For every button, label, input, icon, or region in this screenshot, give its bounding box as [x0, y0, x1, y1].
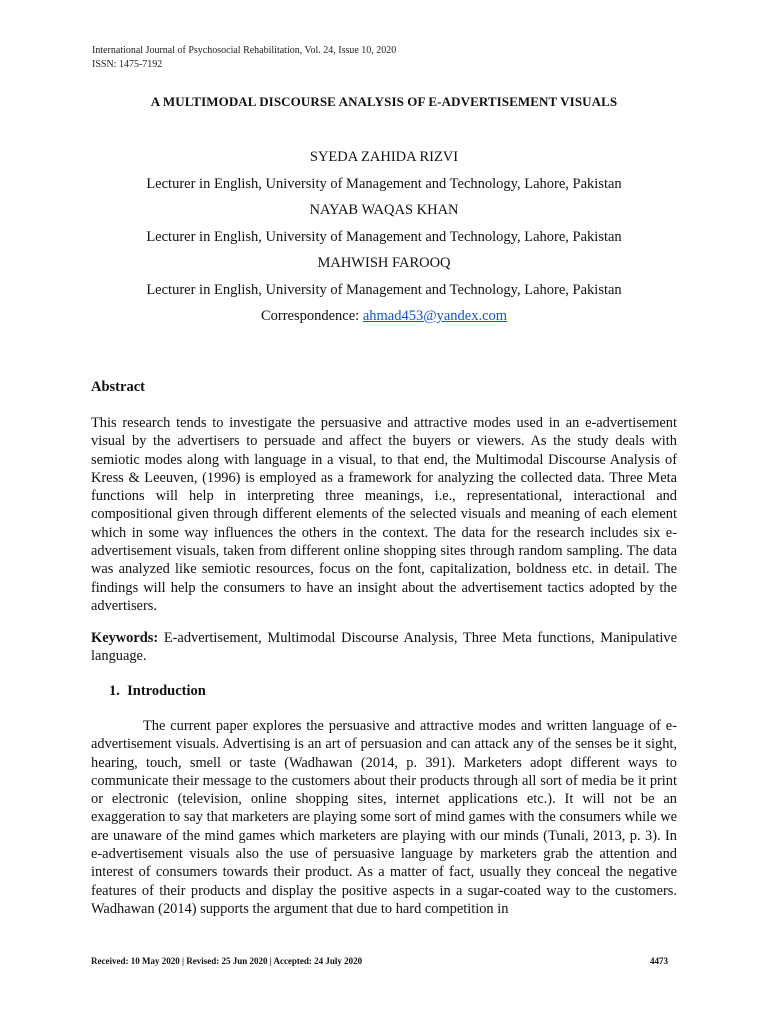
- issn-line: ISSN: 1475-7192: [92, 59, 163, 70]
- author-name: NAYAB WAQAS KHAN: [309, 202, 459, 218]
- introduction-text: The current paper explores the persuasive and attractive modes and written language of e-advertisement visuals. Advertising is an art of persuasion and can attack any of the senses be it sight, hearing, touch, smell or taste (Wadhawan (2014, p. 391). Marketers adopt different ways to communicate their message to the customers about their products through all sort of media be it print or electronic (television, online shopping sites, internet applications etc.). It will not be an exaggeration to say that marketers are playing some sort of mind games with the consumers while we are unaware of the mind games which marketers are playing with our minds (Tunali, 2013, p. 3). In e-advertisement visuals also the use of persuasive language by marketers grab the attention and interest of consumers towards their product. As a matter of fact, usually they conceal the negative features of their products and display the positive aspects in a sugar-coated way to the customers. Wadhawan (2014) supports the argument that due to hard competition in: [91, 718, 677, 917]
- keywords-paragraph: [91, 629, 677, 666]
- page-number: 4473: [650, 956, 668, 966]
- journal-header-line: International Journal of Psychosocial Rehabilitation, Vol. 24, Issue 10, 2020: [92, 45, 397, 56]
- footer-dates: Received: 10 May 2020 | Revised: 25 Jun 2020 | Accepted: 24 July 2020: [91, 956, 363, 966]
- correspondence-line: [0, 307, 768, 325]
- author-name: MAHWISH FAROOQ: [317, 255, 451, 271]
- author-affiliation: Lecturer in English, University of Management and Technology, Lahore, Pakistan: [146, 176, 622, 192]
- abstract-text: This research tends to investigate the persuasive and attractive modes used in an e-advertisement visual by the advertisers to persuade and affect the buyers or viewers. As the study deals with semiotic modes along with language in a visual, to that end, the Multimodal Discourse Analysis of Kress & Leeuven, (1996) is employed as a framework for analyzing the collected data. Three Meta functions will help in interpreting three meanings, i.e., representational, interactional and compositional given through different elements of the selected visuals and meaning of each element which in some way influences the others in the context. The data for the research includes six e-advertisement visuals, taken from different online shopping sites through random sampling. The data was analyzed like semiotic resources, focus on the font, capitalization, boldness etc. in detail. The findings will help the consumers to have an insight about the advertisement tactics adopted by the advertisers.: [91, 415, 677, 614]
- author-name: SYEDA ZAHIDA RIZVI: [309, 149, 459, 165]
- paper-title: A MULTIMODAL DISCOURSE ANALYSIS OF E-ADVERTISEMENT VISUALS: [150, 94, 618, 109]
- abstract-heading: Abstract: [91, 379, 145, 395]
- introduction-heading: 1. Introduction: [109, 683, 206, 699]
- author-affiliation: Lecturer in English, University of Management and Technology, Lahore, Pakistan: [146, 229, 622, 245]
- correspondence-email-link[interactable]: ahmad453@yandex.com: [362, 308, 508, 324]
- correspondence-label: Correspondence:: [260, 308, 363, 324]
- keywords-label: Keywords:: [91, 630, 159, 646]
- author-affiliation: Lecturer in English, University of Management and Technology, Lahore, Pakistan: [146, 282, 622, 298]
- keywords-text: E-advertisement, Multimodal Discourse Analysis, Three Meta functions, Manipulative language.: [91, 630, 677, 665]
